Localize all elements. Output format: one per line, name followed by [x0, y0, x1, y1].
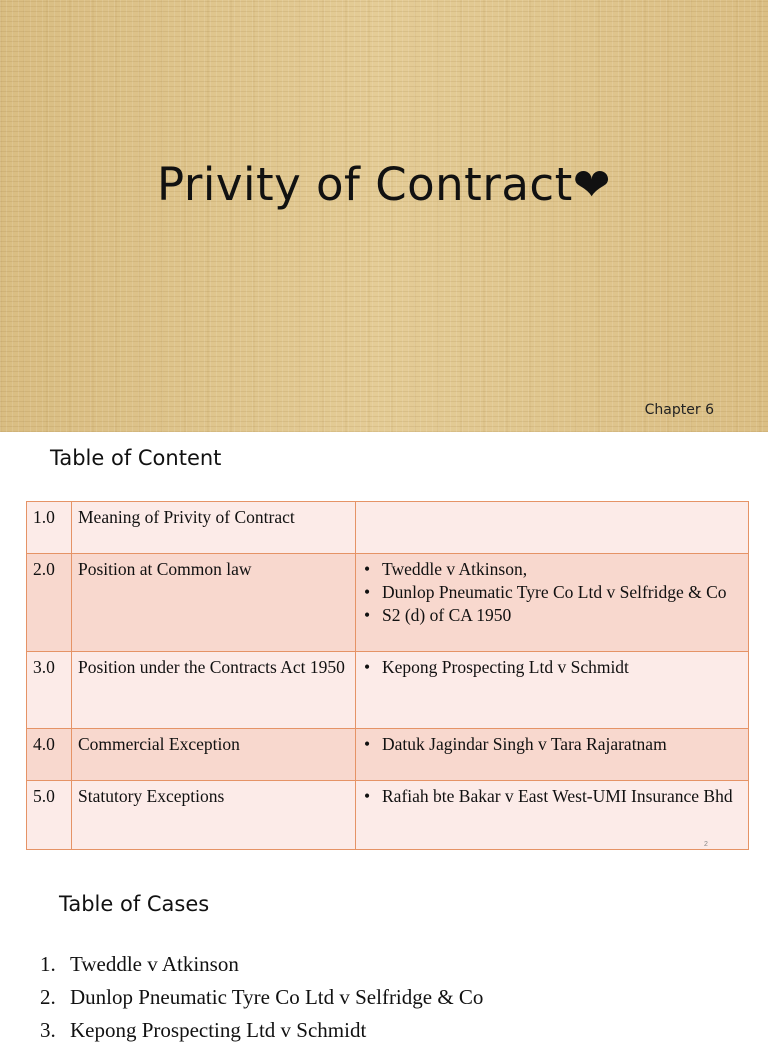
case-item: • Kepong Prospecting Ltd v Schmidt	[382, 656, 742, 679]
toc-table	[26, 501, 749, 850]
table-row	[27, 554, 749, 652]
slide-title	[0, 158, 768, 211]
cover-slide	[0, 0, 768, 432]
row-topic: Position at Common law	[72, 554, 356, 652]
case-list	[40, 950, 484, 1049]
row-topic: Commercial Exception	[72, 729, 356, 781]
row-cases	[356, 652, 749, 729]
list-item	[40, 983, 484, 1016]
row-cases	[356, 729, 749, 781]
heart-icon: ❤	[572, 158, 612, 211]
case-item: • S2 (d) of CA 1950	[382, 604, 742, 627]
case-item: • Rafiah bte Bakar v East West-UMI Insurance Bhd	[382, 785, 742, 808]
table-row	[27, 652, 749, 729]
list-number: 3.	[40, 1018, 56, 1042]
title-text: Privity of Contract	[156, 158, 573, 211]
row-topic: Position under the Contracts Act 1950	[72, 652, 356, 729]
row-topic: Meaning of Privity of Contract	[72, 502, 356, 554]
list-text: Kepong Prospecting Ltd v Schmidt	[70, 1018, 367, 1042]
case-item: • Dunlop Pneumatic Tyre Co Ltd v Selfridge & Co	[382, 581, 742, 604]
list-number: 2.	[40, 985, 56, 1009]
table-row	[27, 781, 749, 850]
list-item	[40, 1016, 483, 1049]
list-number: 1.	[40, 952, 56, 976]
table-row	[27, 502, 749, 554]
chapter-label: Chapter 6	[644, 402, 714, 418]
toc-heading: Table of Content	[50, 446, 222, 470]
row-number: 4.0	[27, 729, 72, 781]
row-topic: Statutory Exceptions	[72, 781, 356, 850]
row-number: 3.0	[27, 652, 72, 729]
list-text: Tweddle v Atkinson	[70, 952, 239, 976]
row-number: 2.0	[27, 554, 72, 652]
row-cases	[356, 781, 749, 850]
row-number: 1.0	[27, 502, 72, 554]
table-row	[27, 729, 749, 781]
row-number: 5.0	[27, 781, 72, 850]
row-cases	[356, 554, 749, 652]
cases-heading: Table of Cases	[59, 892, 210, 916]
list-text: Dunlop Pneumatic Tyre Co Ltd v Selfridge & Co	[70, 985, 484, 1009]
case-item: • Datuk Jagindar Singh v Tara Rajaratnam	[382, 733, 742, 756]
row-cases	[356, 502, 749, 554]
page-number: 2	[704, 841, 708, 848]
case-item: • Tweddle v Atkinson,	[382, 558, 742, 581]
list-item	[40, 950, 483, 983]
